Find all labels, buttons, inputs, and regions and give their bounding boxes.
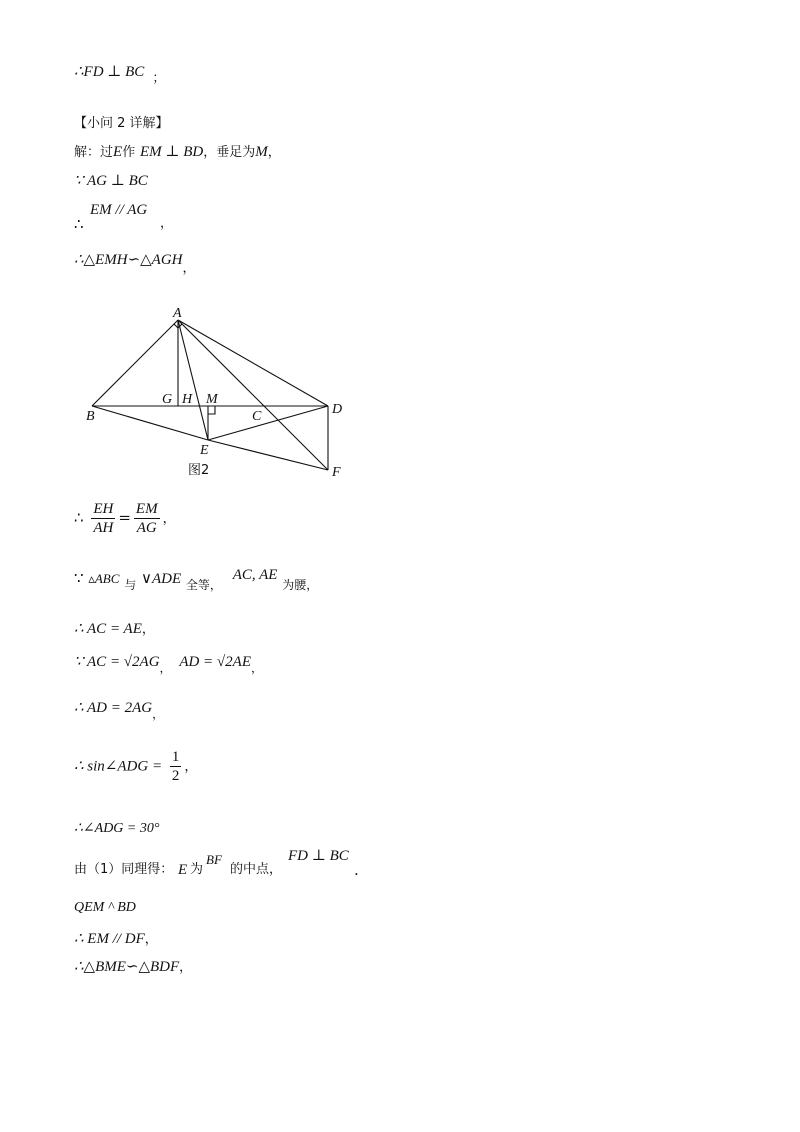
math-text: AD = √2AE [179, 654, 251, 670]
equals-sign: = [118, 508, 131, 527]
math-text: ∴ sin∠ADG = [74, 758, 163, 775]
therefore-symbol: ∴ [74, 215, 84, 233]
denominator: 2 [171, 768, 180, 784]
text: 为腰， [282, 578, 319, 592]
point-label-h: H [182, 392, 193, 407]
therefore-symbol: ∴ [74, 508, 84, 527]
line-ac-ad-sqrt2 [74, 652, 264, 675]
line-ratio-eh-ah [74, 500, 176, 537]
because-symbol: ∵ [74, 569, 84, 587]
line-congruent-triangles [74, 568, 318, 598]
text: 的中点， [230, 862, 283, 877]
point-label-a: A [173, 306, 182, 321]
line-similar-triangles-emh-agh [74, 250, 196, 276]
line-similar-triangles-bme-bdf [74, 957, 192, 978]
section-heading: 【小问 2 详解】 [74, 116, 169, 131]
numerator: EH [93, 501, 114, 517]
point-label-c: C [252, 409, 262, 424]
figure-caption: 图2 [188, 463, 210, 478]
math-text: ∴ EM // DF [74, 931, 145, 947]
punctuation: ， [182, 261, 196, 276]
punctuation: ， [152, 707, 165, 721]
math-text: ∴△EMH∽△AGH [74, 252, 183, 268]
math-text: BF [206, 852, 222, 867]
text: 由（1）同理得： [74, 862, 174, 877]
fraction-eh-ah [91, 500, 115, 537]
line-fd-perp-bc [74, 62, 166, 86]
math-text: ▵ABC [88, 571, 120, 586]
text: 为 [190, 862, 204, 877]
fraction-one-half [170, 748, 182, 785]
punctuation: . [354, 861, 359, 879]
punctuation: ； [152, 71, 166, 86]
text: 与 [124, 578, 137, 592]
math-text: EM ⊥ BD [139, 144, 204, 160]
point-label-g: G [162, 392, 173, 407]
math-text: AC, AE [232, 567, 278, 583]
punctuation: ， [162, 511, 176, 527]
denominator: AG [136, 520, 157, 536]
numerator: 1 [171, 749, 180, 765]
punctuation: ， [160, 216, 174, 231]
text: 作 [122, 145, 136, 160]
punctuation: ， [179, 960, 193, 975]
math-text: ∴ AC = AE [74, 621, 142, 637]
math-text: ∴△BME∽△BDF [74, 959, 180, 975]
line-ad-equals-2ag [74, 698, 165, 721]
line-construction [74, 141, 281, 163]
line-em-parallel-df [74, 929, 158, 950]
point-label-b: B [86, 409, 95, 424]
denominator: AH [93, 520, 114, 536]
math-text: M [255, 144, 268, 160]
text: ，垂足为 [203, 145, 256, 160]
punctuation: ， [141, 622, 155, 637]
point-label-e: E [200, 443, 209, 458]
punctuation: ， [251, 661, 264, 675]
point-label-m: M [206, 392, 218, 407]
line-ag-perp-bc: ∵ AG ⊥ BC [74, 173, 148, 189]
point-label-f: F [332, 465, 341, 480]
line-ac-equals-ae [74, 619, 155, 640]
numerator: EM [135, 501, 158, 517]
text: 解：过 [74, 145, 114, 160]
text: ， [267, 145, 281, 160]
math-text: ∴ AD = 2AG [74, 700, 153, 716]
line-angle-adg-30: ∴∠ADG = 30° [74, 821, 160, 836]
math-text: EM // AG [90, 202, 148, 218]
math-text: FD ⊥ BC [288, 848, 349, 864]
math-text: E [113, 144, 123, 160]
point-label-d: D [332, 402, 343, 417]
math-text: E [178, 862, 188, 878]
math-text: ∨ADE [140, 571, 182, 587]
punctuation: ， [159, 661, 172, 675]
geometry-figure [70, 302, 370, 482]
fraction-em-ag [134, 500, 160, 537]
text: 全等， [185, 578, 222, 592]
punctuation: ， [184, 759, 198, 775]
line-em-perp-bd: QEM ^ BD [74, 900, 136, 915]
math-text: ∵ AC = √2AG [74, 654, 160, 670]
math-text: ∴FD ⊥ BC [74, 64, 145, 80]
line-sin-adg [74, 748, 197, 785]
punctuation: ， [144, 932, 158, 947]
